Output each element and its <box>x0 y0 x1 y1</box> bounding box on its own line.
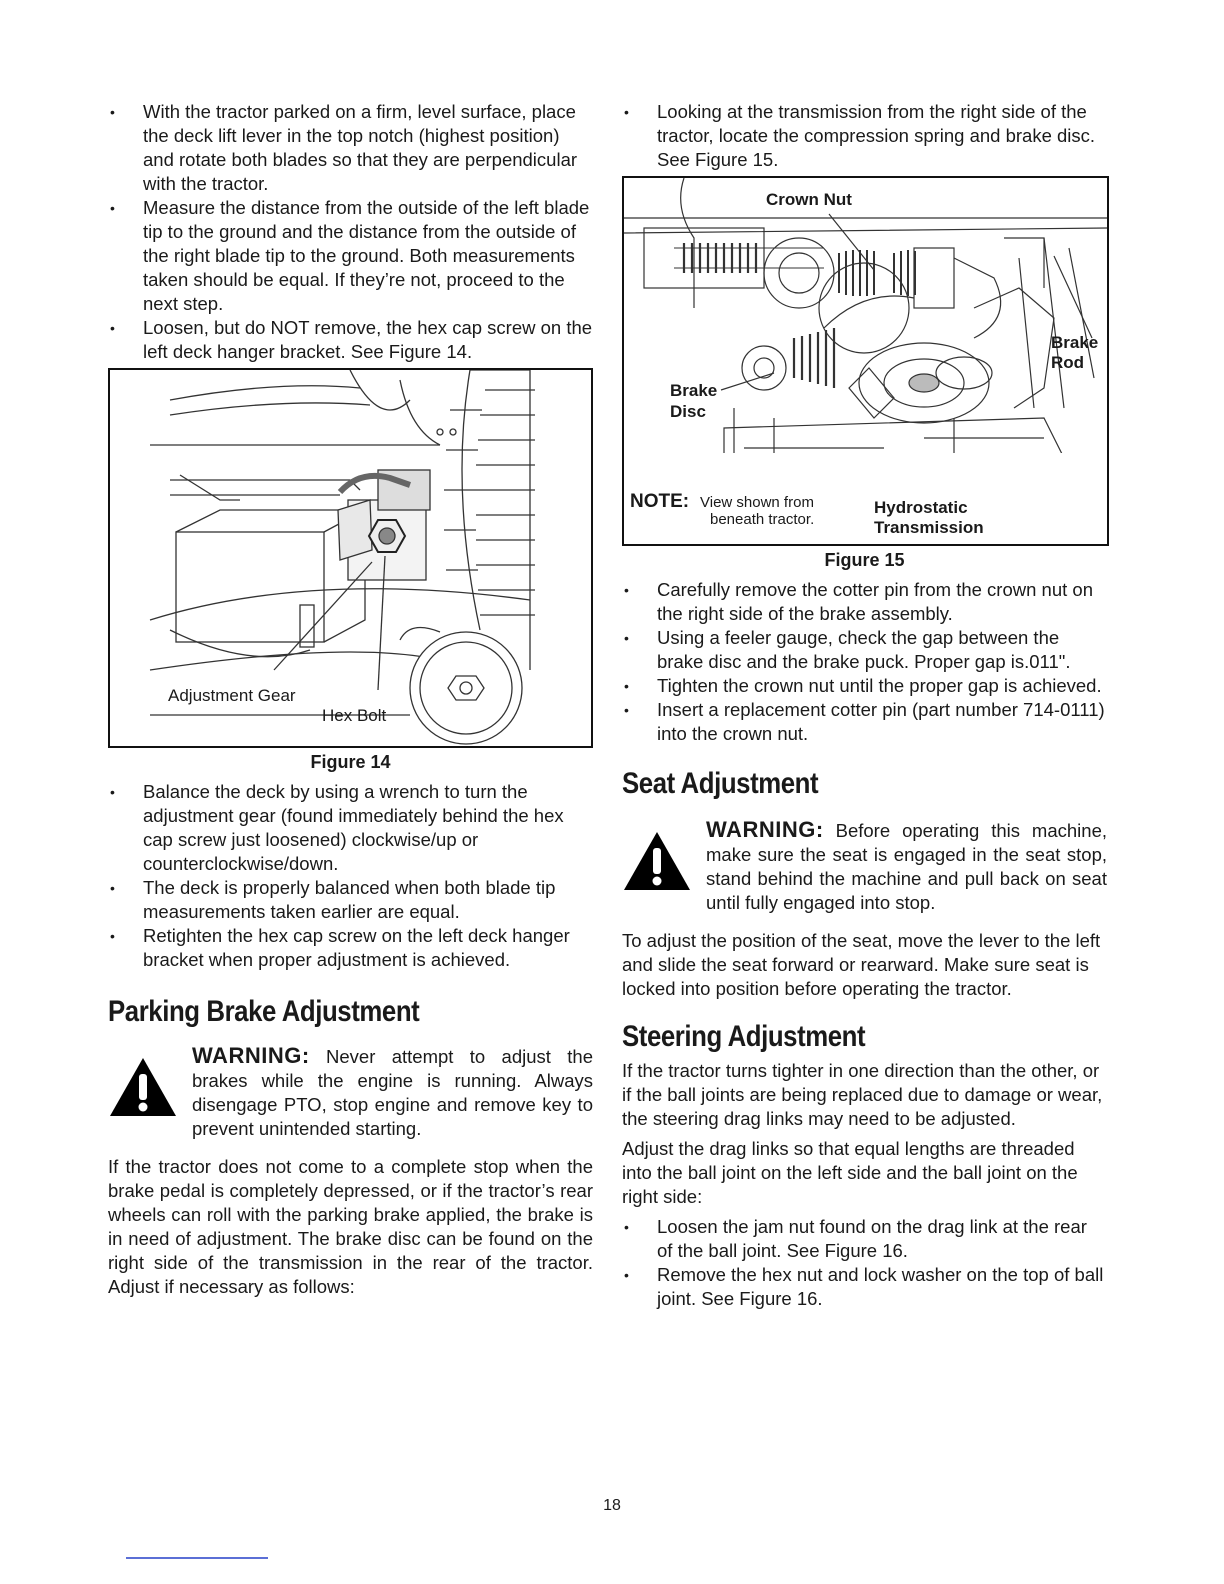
list-item: • Remove the hex nut and lock washer on the top of ball joint. See Figure 16. <box>622 1263 1107 1311</box>
figure-15-caption: Figure 15 <box>824 550 905 570</box>
right-column <box>622 100 1107 1311</box>
warning-text: Before operating this machine, make sure the seat is engaged in the seat stop, stand behind the machine and pull back on seat until fully engaged into stop. <box>706 820 1107 913</box>
warning-text: Never attempt to adjust the brakes while the engine is running. Always disengage PTO, stop engine and remove key to prevent unintended starting. <box>192 1046 593 1139</box>
label-hydrostatic-line2: Transmission <box>874 518 984 537</box>
parking-brake-warning <box>108 1044 593 1141</box>
bullet-list-top-right <box>622 100 1107 172</box>
left-column <box>108 100 593 1299</box>
list-item: • Carefully remove the cotter pin from the crown nut on the right side of the brake assembly. <box>622 578 1107 626</box>
bullet-list-after-figure-15 <box>622 578 1107 746</box>
list-item: • The deck is properly balanced when both blade tip measurements taken earlier are equal. <box>108 876 593 924</box>
list-item: • Loosen, but do NOT remove, the hex cap screw on the left deck hanger bracket. See Figure 14. <box>108 316 593 364</box>
bullet-list-top-left <box>108 100 593 364</box>
warning-icon <box>108 1056 178 1118</box>
list-item: • With the tractor parked on a firm, level surface, place the deck lift lever in the top notch (highest position) and rotate both blades so that they are perpendicular with the tractor. <box>108 100 593 196</box>
warning-title: WARNING: <box>706 817 824 842</box>
seat-paragraph: To adjust the position of the seat, move the lever to the left and slide the seat forward or rearward. Make sure seat is locked into position before operating the tractor. <box>622 930 1101 999</box>
list-item: • Looking at the transmission from the right side of the tractor, locate the compression spring and brake disc. See Figure 15. <box>622 100 1107 172</box>
warning-title: WARNING: <box>192 1043 310 1068</box>
list-item: • Retighten the hex cap screw on the left deck hanger bracket when proper adjustment is achieved. <box>108 924 593 972</box>
list-item: • Tighten the crown nut until the proper gap is achieved. <box>622 674 1107 698</box>
note-title: NOTE: <box>630 491 690 512</box>
seat-adjustment-heading: Seat Adjustment <box>622 767 819 800</box>
figure-14-caption: Figure 14 <box>310 752 391 772</box>
bullet-list-after-figure-14 <box>108 780 593 972</box>
warning-icon <box>622 830 692 892</box>
seat-warning <box>622 818 1107 915</box>
steering-paragraph-1: If the tractor turns tighter in one direction than the other, or if the ball joints are being replaced due to damage or wear, the steering drag links may need to be adjusted. <box>622 1060 1103 1129</box>
list-item: • Insert a replacement cotter pin (part number 714-0111) into the crown nut. <box>622 698 1107 746</box>
bullet-list-steering <box>622 1215 1107 1311</box>
list-item: • Measure the distance from the outside of the left blade tip to the ground and the distance from the outside of the right blade tip to the ground. Both measurements taken should be equal. If they’re not, proceed to the next step. <box>108 196 593 316</box>
note-line-2: beneath tractor. <box>710 511 815 528</box>
parking-brake-heading: Parking Brake Adjustment <box>108 995 420 1028</box>
label-hex-bolt: Hex Bolt <box>322 706 387 725</box>
label-crown-nut: Crown Nut <box>766 190 852 209</box>
page-number: 18 <box>603 1497 621 1514</box>
list-item: • Balance the deck by using a wrench to turn the adjustment gear (found immediately behind the hex cap screw just loosened) clockwise/up or counterclockwise/down. <box>108 780 593 876</box>
label-brake-disc-line2: Disc <box>670 402 706 421</box>
transmission-brake-illustration <box>624 178 1107 544</box>
label-brake-rod-line1: Brake <box>1051 333 1099 352</box>
steering-adjustment-heading: Steering Adjustment <box>622 1020 866 1053</box>
label-hydrostatic-line1: Hydrostatic <box>874 498 968 517</box>
footer-divider <box>126 1557 268 1559</box>
label-brake-rod-line2: Rod <box>1051 353 1085 372</box>
parking-brake-paragraph: If the tractor does not come to a complete stop when the brake pedal is completely depressed, or if the tractor’s rear wheels can roll with the parking brake applied, the brake is in need of adjustment. The brake disc can be found on the right side of the transmission in the rear of the tractor. Adjust if necessary as follows: <box>108 1156 593 1297</box>
note-line-1: View shown from <box>700 494 814 511</box>
steering-paragraph-2: Adjust the drag links so that equal lengths are threaded into the ball joint on the left side and the ball joint on the right side: <box>622 1138 1078 1207</box>
list-item: • Loosen the jam nut found on the drag link at the rear of the ball joint. See Figure 16. <box>622 1215 1107 1263</box>
label-adjustment-gear: Adjustment Gear <box>168 686 296 705</box>
label-brake-disc-line1: Brake <box>670 381 718 400</box>
figure-14 <box>108 368 593 748</box>
figure-15 <box>622 176 1109 546</box>
list-item: • Using a feeler gauge, check the gap between the brake disc and the brake puck. Proper gap is.011". <box>622 626 1107 674</box>
